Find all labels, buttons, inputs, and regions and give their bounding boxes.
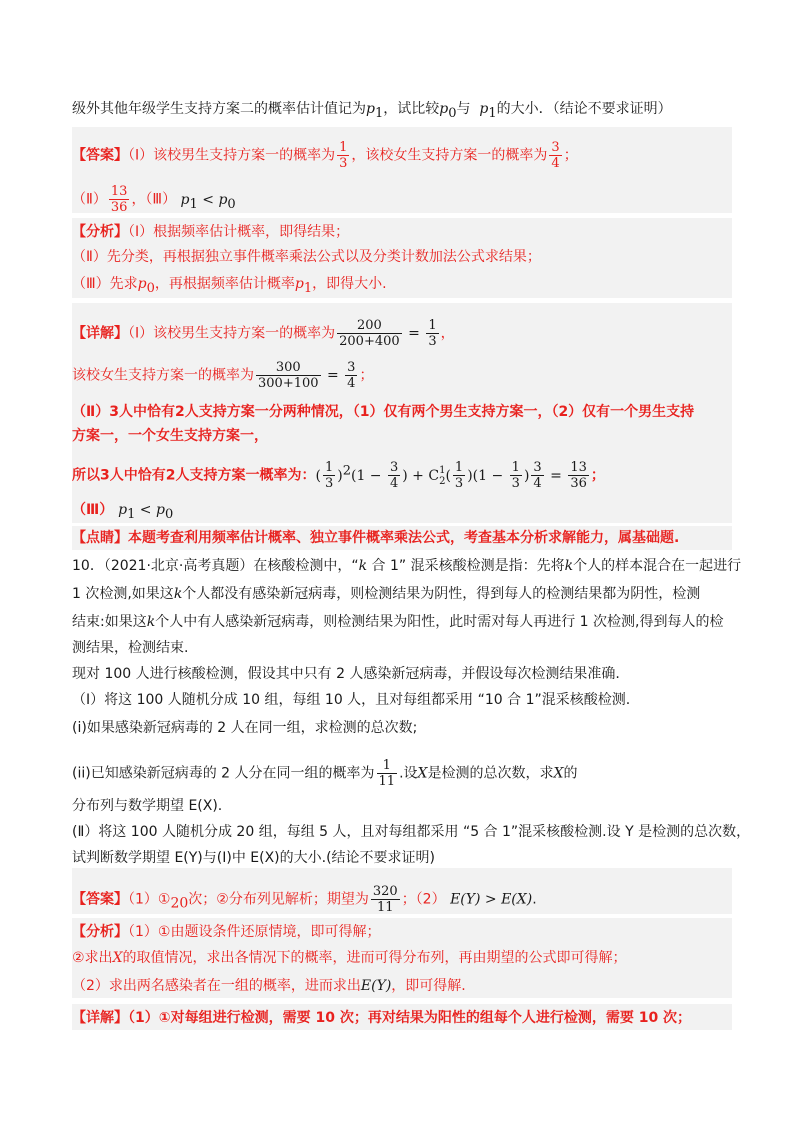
text: （Ⅰ）该校男生支持方案一的概率为 [128, 147, 336, 164]
text: 与 [456, 101, 471, 117]
math-var: k [358, 558, 368, 574]
question-tail [72, 99, 732, 124]
fraction [371, 884, 400, 915]
analysis-tag: 【分析】 [72, 924, 128, 940]
q10-line-11 [72, 848, 732, 868]
text: 本题考查利用频率估计概率、独立事件概率乘法公式，考查基本分析求解能力，属基础题. [128, 530, 680, 546]
denominator: 36 [570, 476, 587, 491]
answer-line-2 [72, 184, 732, 215]
math-sup: 1 [439, 464, 446, 476]
numerator: 1 [324, 460, 334, 475]
math-op: (1 − [350, 467, 386, 484]
math-var: p [439, 101, 449, 117]
numerator: 3 [551, 140, 560, 155]
math-sup: 2 [342, 462, 351, 478]
fraction [337, 318, 402, 349]
answer-tag: 【答案】 [72, 147, 128, 164]
text: ，即得大小. [312, 276, 387, 292]
math-var: p [137, 276, 147, 292]
text: （1）① [128, 891, 171, 908]
probability-expression [315, 460, 590, 491]
text: ，试比较 [383, 101, 440, 117]
q10-line-9 [72, 796, 732, 816]
analysis-line-2 [72, 247, 732, 267]
math-expression: E(Y) [360, 978, 392, 994]
fraction [377, 758, 398, 789]
math-sub: 1 [488, 105, 497, 121]
text: （Ⅱ） [72, 191, 107, 208]
math-sub: 0 [164, 506, 174, 522]
denominator: 4 [389, 476, 399, 491]
fraction [337, 140, 349, 171]
math-value: 20 [170, 895, 189, 912]
math-var: k [564, 558, 574, 574]
text: （Ⅰ）将这 100 人随机分成 10 组，每组 10 人，且对每组都采用 “10 合 1”混采核酸检测. [72, 692, 631, 708]
analysis10-line-1 [72, 922, 732, 942]
denominator: 36 [110, 200, 128, 215]
numerator: 3 [389, 460, 399, 475]
math-op: ( [315, 467, 321, 484]
analysis-tag: 【分析】 [72, 224, 128, 240]
fraction [453, 460, 465, 491]
numerator: 200 [337, 318, 402, 334]
math-sub: 1 [374, 105, 384, 121]
answer-tag: 【答案】 [72, 891, 128, 908]
text: 个人中有人感染新冠病毒，则检测结果为阳性，此时需对每人再进行 1 次检测,得到每人的检 [155, 614, 724, 630]
detail-line-4 [72, 426, 732, 446]
fraction [109, 184, 130, 215]
numerator: 13 [110, 184, 128, 199]
math-var: X [417, 765, 428, 782]
text: (Ⅱ）将这 100 人随机分成 20 组，每组 5 人，且对每组都采用 “5 合 1”混采核酸检测.设 Y 是检测的总次数， [72, 824, 751, 840]
fraction [388, 460, 400, 491]
math-var: p [366, 101, 375, 117]
math-var: p [180, 191, 190, 208]
text: ； [590, 467, 605, 484]
q10-line-10 [72, 822, 751, 842]
detail-line-3 [72, 402, 732, 422]
fraction [568, 460, 589, 491]
text: ， [440, 325, 455, 342]
text: .设 [399, 765, 418, 782]
math-sub: 0 [227, 196, 236, 212]
note-tag: 【点睛】 [72, 530, 128, 546]
fraction [323, 460, 335, 491]
text: 个人都没有感染新冠病毒，则检测结果为阴性，得到每人的检测结果都为阴性，检测 [182, 586, 701, 602]
text: ②求出 [72, 950, 113, 966]
math-var: p [479, 101, 489, 117]
fraction [531, 460, 543, 491]
analysis-line-1 [72, 222, 732, 242]
answer10-line [72, 884, 732, 915]
text: 测结果，检测结束. [72, 640, 189, 656]
q10-line-5 [72, 664, 732, 684]
denominator: 4 [551, 156, 560, 171]
text: （Ⅰ）该校男生支持方案一的概率为 [128, 325, 336, 342]
text: 的大小．（结论不要求证明） [496, 101, 672, 117]
math-op: ) [523, 467, 530, 484]
q10-line-1 [72, 556, 742, 576]
math-var: p [294, 276, 304, 292]
text: ； [563, 147, 578, 164]
math-op: = [403, 325, 425, 342]
text: （Ⅲ） [72, 502, 114, 518]
text: (ii)已知感染新冠病毒的 2 人分在同一组的概率为 [72, 765, 375, 782]
text: ，（Ⅲ） [131, 191, 177, 208]
q10-line-6 [72, 690, 732, 710]
text: 合 1” 混采核酸检测是指：先将 [367, 558, 565, 574]
detail10-line [72, 1008, 732, 1028]
q10-line-7 [72, 718, 732, 738]
denominator: 11 [378, 774, 396, 789]
fraction [510, 460, 522, 491]
math-sub: 0 [448, 105, 457, 121]
text: 1 次检测,如果这 [72, 586, 174, 602]
text: ，即可得解. [391, 978, 466, 994]
text: （1）①由题设条件还原情境，即可得解； [128, 924, 381, 940]
text: （Ⅲ）先求 [72, 276, 138, 292]
numerator: 300 [256, 360, 321, 376]
analysis10-line-3 [72, 976, 732, 996]
math-expression: E(Y) > E(X) [450, 891, 533, 908]
math-op: < [197, 191, 219, 208]
q10-line-4 [72, 638, 732, 658]
denominator: 4 [347, 376, 356, 391]
denominator: 200+400 [339, 334, 400, 349]
fraction [256, 360, 321, 391]
math-op: ) [337, 467, 343, 484]
math-var: X [553, 765, 564, 782]
text: ； [359, 367, 374, 384]
q10-line-3 [72, 612, 732, 632]
text: （Ⅰ）根据频率估计概率，即得结果； [128, 224, 350, 240]
numerator: 1 [511, 460, 520, 475]
denominator: 3 [324, 476, 334, 491]
math-op: )(1 − [467, 467, 508, 484]
text: 现对 100 人进行核酸检测，假设其中只有 2 人感染新冠病毒，并假设每次检测结果准确. [72, 666, 620, 682]
math-var: p [118, 502, 128, 518]
numerator: 3 [347, 360, 356, 375]
text: 的 [563, 765, 578, 782]
math-var: k [173, 586, 183, 602]
text: ，该校女生支持方案一的概率为 [351, 147, 548, 164]
text: 方案一，一个女生支持方案一， [72, 428, 268, 444]
math-op: ( [445, 467, 451, 484]
q10-line-8 [72, 758, 732, 789]
text: （2）求出两名感染者在一组的概率，进而求出 [72, 978, 361, 994]
text: . [532, 891, 537, 908]
numerator: 3 [533, 460, 542, 475]
math-sub: 2 [439, 475, 446, 487]
math-op: < [135, 502, 156, 518]
text: 分布列与数学期望 E(X). [72, 798, 223, 814]
numerator: 1 [339, 140, 348, 155]
math-sub: 0 [146, 280, 155, 296]
text: (i)如果感染新冠病毒的 2 人在同一组，求检测的总次数; [72, 720, 418, 736]
text: ，再根据频率估计概率 [154, 276, 295, 292]
text: ；（2） [401, 891, 446, 908]
fraction [345, 360, 357, 391]
text: （Ⅱ）3人中恰有2人支持方案一分两种情况，（1）仅有两个男生支持方案一，（2）仅有一个男生支持 [72, 404, 695, 420]
answer-line-1 [72, 140, 732, 171]
numerator: 1 [428, 318, 437, 333]
math-sub: 1 [127, 506, 136, 522]
math-sub: 1 [189, 196, 198, 212]
text: 试判断数学期望 E(Y)与(Ⅰ)中 E(X)的大小.(结论不要求证明) [72, 850, 436, 866]
analysis10-line-2 [72, 948, 732, 968]
text: 级外其他年级学生支持方案二的概率估计值记为 [72, 101, 366, 117]
denominator: 300+100 [258, 376, 319, 391]
math-var: p [218, 191, 228, 208]
text: 所以3人中恰有2人支持方案一概率为： [72, 467, 316, 484]
denominator: 3 [428, 334, 437, 349]
math-var: p [156, 502, 165, 518]
numerator: 1 [454, 460, 464, 475]
denominator: 11 [377, 900, 394, 915]
detail-line-6 [72, 500, 732, 525]
detail-line-2 [72, 360, 732, 391]
fraction [549, 140, 561, 171]
text: 的取值情况，求出各情况下的概率，进而可得分布列，再由期望的公式即可得解； [122, 950, 627, 966]
text: （1）①对每组进行检测，需要 10 次；再对结果为阳性的组每个人进行检测，需要 10 次； [128, 1010, 692, 1026]
text: （Ⅱ）先分类，再根据独立事件概率乘法公式以及分类计数加法公式求结果； [72, 249, 541, 265]
note-line [72, 528, 732, 548]
detail-line-1 [72, 318, 732, 349]
text: 次；②分布列见解析；期望为 [188, 891, 369, 908]
fraction [426, 318, 438, 349]
text: 该校女生支持方案一的概率为 [72, 367, 254, 384]
detail-tag: 【详解】 [72, 325, 128, 342]
math-op: = [545, 467, 567, 484]
numerator: 320 [372, 884, 398, 899]
math-op: = [322, 367, 344, 384]
math-var: X [112, 950, 123, 966]
denominator: 3 [454, 476, 464, 491]
numerator: 1 [377, 758, 398, 774]
math-sub: 1 [303, 280, 313, 296]
text: 结束:如果这 [72, 614, 147, 630]
text: 是检测的总次数，求 [427, 765, 554, 782]
q10-line-2 [72, 584, 732, 604]
text: 10．（2021·北京·高考真题）在核酸检测中，“ [72, 558, 359, 574]
detail-line-5 [72, 460, 732, 491]
denominator: 3 [339, 156, 348, 171]
denominator: 3 [511, 476, 520, 491]
text: 个人的样本混合在一起进行 [573, 558, 742, 574]
numerator: 13 [570, 460, 587, 475]
denominator: 4 [533, 476, 542, 491]
analysis-line-3 [72, 274, 732, 299]
math-op: ) + C [402, 467, 440, 484]
detail-tag: 【详解】 [72, 1010, 128, 1026]
math-var: k [146, 614, 156, 630]
